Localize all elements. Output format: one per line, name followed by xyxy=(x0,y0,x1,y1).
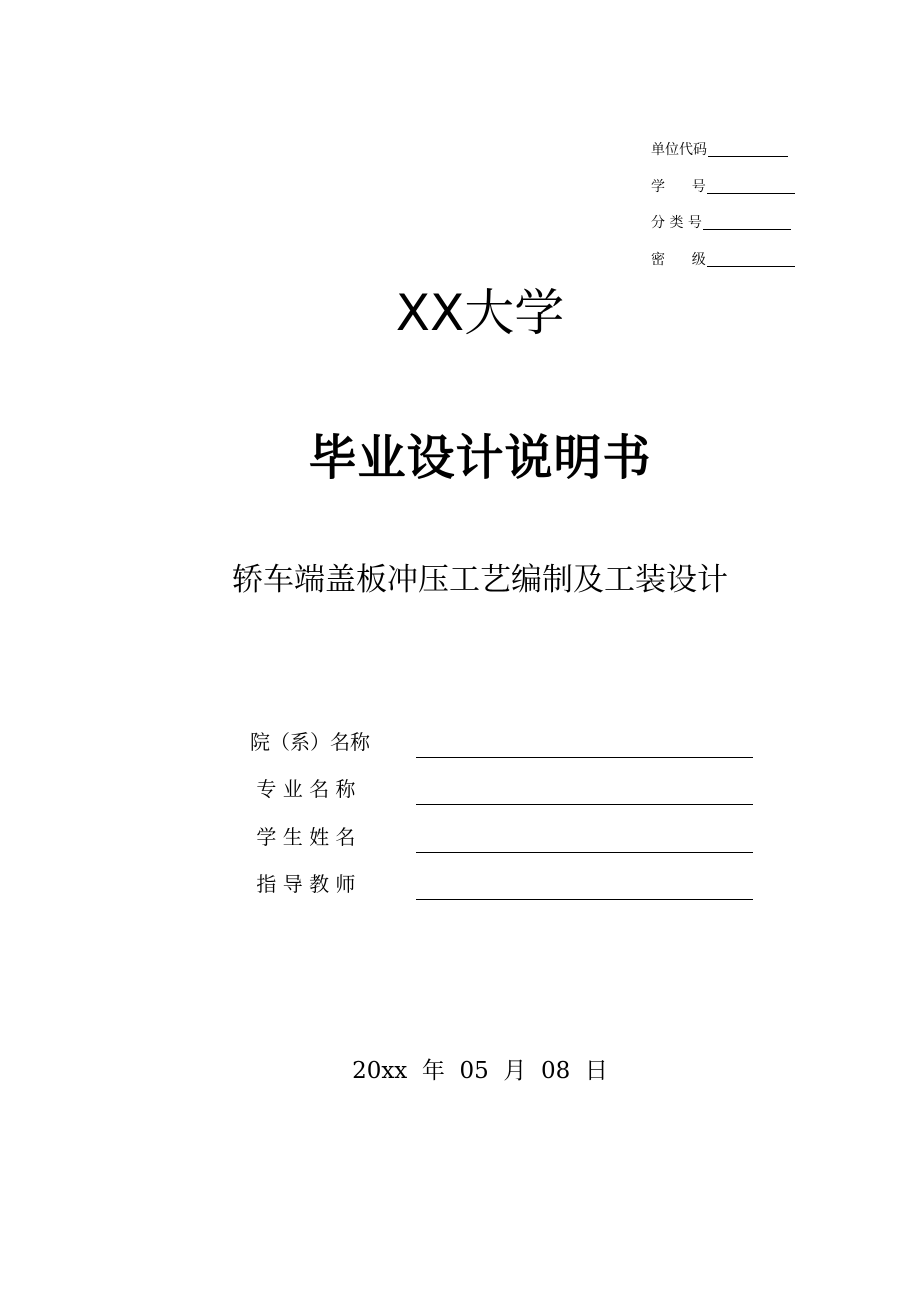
code-blank-unit xyxy=(708,140,788,157)
field-blank-department xyxy=(416,756,753,758)
field-row-student-name xyxy=(250,811,760,859)
code-blank-student-id xyxy=(707,177,795,194)
code-row-student-id xyxy=(651,177,821,214)
code-blank-security xyxy=(707,250,795,267)
code-block xyxy=(651,140,821,286)
field-blank-student-name xyxy=(416,851,753,853)
code-row-unit xyxy=(651,140,821,177)
university-name: XX大学 xyxy=(395,284,565,342)
field-blank-advisor xyxy=(416,898,753,900)
thesis-subject: 轿车端盖板冲压工艺编制及工装设计 xyxy=(232,562,728,598)
field-label-major: 专 业 名 称 xyxy=(250,777,356,801)
info-fields xyxy=(250,716,760,906)
field-label-student-name: 学 生 姓 名 xyxy=(250,824,356,849)
document-title: 毕业设计说明书 xyxy=(308,430,652,486)
field-label-advisor: 指 导 教 师 xyxy=(250,872,356,896)
code-row-security xyxy=(651,250,821,287)
field-row-advisor xyxy=(250,859,760,907)
field-row-department xyxy=(250,716,760,764)
field-row-major xyxy=(250,764,760,812)
code-label-student-id: 学 号 xyxy=(651,178,706,195)
code-row-class-number xyxy=(651,213,821,250)
code-label-class-number: 分 类 号 xyxy=(651,215,702,231)
code-blank-class-number xyxy=(703,213,791,230)
code-label-unit: 单位代码 xyxy=(651,142,707,158)
field-label-department: 院（系）名称 xyxy=(250,729,370,754)
code-label-security: 密 级 xyxy=(651,251,706,268)
field-blank-major xyxy=(416,803,753,805)
submission-date: 20xx 年 05 月 08 日 xyxy=(352,1058,608,1084)
